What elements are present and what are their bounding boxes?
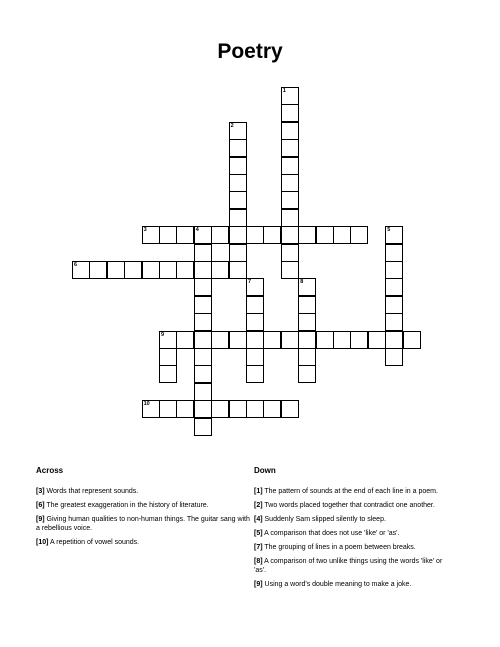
across-clues	[36, 466, 251, 552]
grid-cell[interactable]	[229, 174, 247, 192]
grid-cell[interactable]	[176, 331, 194, 349]
grid-cell[interactable]	[263, 400, 281, 418]
grid-cell[interactable]	[72, 261, 90, 279]
grid-cell[interactable]	[176, 226, 194, 244]
clue-item-text: Using a word's double meaning to make a joke.	[262, 581, 412, 588]
grid-cell[interactable]	[281, 139, 299, 157]
clue-item	[254, 529, 454, 538]
clue-number: 1	[282, 88, 286, 94]
grid-cell[interactable]	[385, 278, 403, 296]
grid-cell[interactable]	[194, 331, 212, 349]
grid-cell[interactable]	[159, 261, 177, 279]
grid-cell[interactable]	[142, 400, 160, 418]
grid-cell[interactable]	[211, 331, 229, 349]
clue-item	[36, 501, 251, 510]
grid-cell[interactable]	[246, 226, 264, 244]
grid-cell[interactable]	[124, 261, 142, 279]
clue-number: 6	[74, 262, 78, 268]
grid-cell[interactable]	[229, 400, 247, 418]
clue-item-number: [1]	[254, 488, 263, 495]
grid-cell[interactable]	[298, 331, 316, 349]
grid-cell[interactable]	[176, 400, 194, 418]
grid-cell[interactable]	[385, 348, 403, 366]
grid-cell[interactable]	[229, 139, 247, 157]
clue-item-number: [8]	[254, 558, 263, 565]
grid-cell[interactable]	[385, 331, 403, 349]
clue-item	[254, 487, 454, 496]
grid-cell[interactable]	[229, 122, 247, 140]
grid-cell[interactable]	[194, 226, 212, 244]
clue-item-number: [6]	[36, 502, 45, 509]
clue-number: 10	[143, 401, 150, 408]
grid-cell[interactable]	[159, 400, 177, 418]
grid-cell[interactable]	[281, 87, 299, 105]
grid-cell[interactable]	[142, 226, 160, 244]
grid-cell[interactable]	[229, 157, 247, 175]
grid-cell[interactable]	[194, 348, 212, 366]
clue-number: 7	[248, 279, 252, 286]
clue-item-number: [3]	[36, 488, 45, 495]
clue-number: 8	[300, 279, 304, 286]
clue-item	[254, 557, 454, 575]
grid-cell[interactable]	[246, 331, 264, 349]
grid-cell[interactable]	[350, 331, 368, 349]
clue-item	[254, 501, 454, 510]
grid-cell[interactable]	[368, 331, 386, 349]
clue-item-number: [2]	[254, 502, 263, 509]
grid-cell[interactable]	[333, 331, 351, 349]
page-title: Poetry	[217, 40, 283, 63]
grid-cell[interactable]	[263, 331, 281, 349]
grid-cell[interactable]	[194, 244, 212, 262]
grid-cell[interactable]	[159, 348, 177, 366]
grid-cell[interactable]	[316, 226, 334, 244]
clue-item-text: Words that represent sounds.	[44, 488, 139, 495]
clue-item	[254, 515, 454, 524]
clue-item-number: [9]	[254, 581, 263, 588]
clue-number: 3	[143, 227, 147, 234]
grid-cell[interactable]	[281, 174, 299, 192]
grid-cell[interactable]	[194, 313, 212, 331]
clue-item-number: [7]	[254, 544, 263, 551]
grid-cell[interactable]	[298, 296, 316, 314]
grid-cell[interactable]	[281, 331, 299, 349]
grid-cell[interactable]	[194, 296, 212, 314]
grid-cell[interactable]	[298, 278, 316, 296]
grid-cell[interactable]	[159, 226, 177, 244]
grid-cell[interactable]	[246, 400, 264, 418]
grid-cell[interactable]	[246, 348, 264, 366]
clue-item-text: A repetition of vowel sounds.	[48, 539, 140, 546]
grid-cell[interactable]	[281, 226, 299, 244]
clue-item-text: The grouping of lines in a poem between breaks.	[262, 544, 416, 551]
clue-item-text: The pattern of sounds at the end of each line in a poem.	[262, 488, 438, 495]
grid-cell[interactable]	[298, 348, 316, 366]
grid-cell[interactable]	[211, 226, 229, 244]
grid-cell[interactable]	[159, 331, 177, 349]
grid-cell[interactable]	[246, 313, 264, 331]
across-clue-list	[36, 487, 251, 547]
grid-cell[interactable]	[298, 226, 316, 244]
grid-cell[interactable]	[229, 226, 247, 244]
grid-cell[interactable]	[281, 157, 299, 175]
grid-cell[interactable]	[385, 296, 403, 314]
grid-cell[interactable]	[385, 313, 403, 331]
clue-number: 4	[195, 227, 199, 234]
grid-cell[interactable]	[107, 261, 125, 279]
grid-cell[interactable]	[298, 365, 316, 383]
clue-number: 9	[161, 331, 165, 338]
grid-cell[interactable]	[176, 261, 194, 279]
clue-item-number: [10]	[36, 539, 49, 546]
grid-cell[interactable]	[385, 261, 403, 279]
grid-cell[interactable]	[194, 278, 212, 296]
down-clues	[254, 466, 454, 594]
clue-number: 5	[387, 227, 391, 234]
grid-cell[interactable]	[194, 383, 212, 401]
clue-item-text: A comparison that does not use 'like' or 'as'.	[262, 530, 400, 537]
grid-cell[interactable]	[385, 226, 403, 244]
grid-cell[interactable]	[229, 244, 247, 262]
grid-cell[interactable]	[281, 400, 299, 418]
grid-cell[interactable]	[350, 226, 368, 244]
down-clue-list	[254, 487, 454, 589]
grid-cell[interactable]	[281, 104, 299, 122]
grid-cell[interactable]	[142, 261, 160, 279]
grid-cell[interactable]	[229, 209, 247, 227]
clue-item-number: [4]	[254, 516, 263, 523]
clue-item	[36, 487, 251, 496]
down-heading: Down	[254, 466, 276, 475]
grid-cell[interactable]	[211, 261, 229, 279]
grid-cell[interactable]	[316, 331, 334, 349]
grid-cell[interactable]	[246, 365, 264, 383]
grid-cell[interactable]	[194, 261, 212, 279]
grid-cell[interactable]	[159, 365, 177, 383]
clue-item	[36, 515, 251, 533]
grid-cell[interactable]	[281, 261, 299, 279]
grid-cell[interactable]	[229, 191, 247, 209]
grid-cell[interactable]	[333, 226, 351, 244]
grid-cell[interactable]	[211, 400, 229, 418]
grid-cell[interactable]	[403, 331, 421, 349]
clue-item-text: Suddenly Sam slipped silently to sleep.	[262, 516, 386, 523]
clue-item-text: The greatest exaggeration in the history of literature.	[44, 502, 209, 509]
clue-item-text: Giving human qualities to non-human things. The guitar sang with a rebellious voice.	[36, 516, 250, 532]
grid-cell[interactable]	[385, 244, 403, 262]
grid-cell[interactable]	[194, 365, 212, 383]
grid-cell[interactable]	[246, 296, 264, 314]
grid-cell[interactable]	[229, 261, 247, 279]
grid-cell[interactable]	[281, 209, 299, 227]
grid-cell[interactable]	[89, 261, 107, 279]
grid-cell[interactable]	[298, 313, 316, 331]
clue-item	[254, 580, 454, 589]
grid-cell[interactable]	[263, 226, 281, 244]
across-heading: Across	[36, 466, 64, 475]
clue-item	[36, 538, 251, 547]
grid-cell[interactable]	[194, 418, 212, 436]
clue-item-text: A comparison of two unlike things using the words 'like' or 'as'.	[254, 558, 443, 574]
clue-item-number: [9]	[36, 516, 45, 523]
grid-cell[interactable]	[281, 122, 299, 140]
clue-item-text: Two words placed together that contradict one another.	[262, 502, 435, 509]
grid-cell[interactable]	[281, 244, 299, 262]
clue-number: 2	[230, 122, 234, 129]
grid-cell[interactable]	[229, 331, 247, 349]
grid-cell[interactable]	[246, 278, 264, 296]
clue-item-number: [5]	[254, 530, 263, 537]
clue-item	[254, 543, 454, 552]
grid-cell[interactable]	[281, 191, 299, 209]
grid-cell[interactable]	[194, 400, 212, 418]
